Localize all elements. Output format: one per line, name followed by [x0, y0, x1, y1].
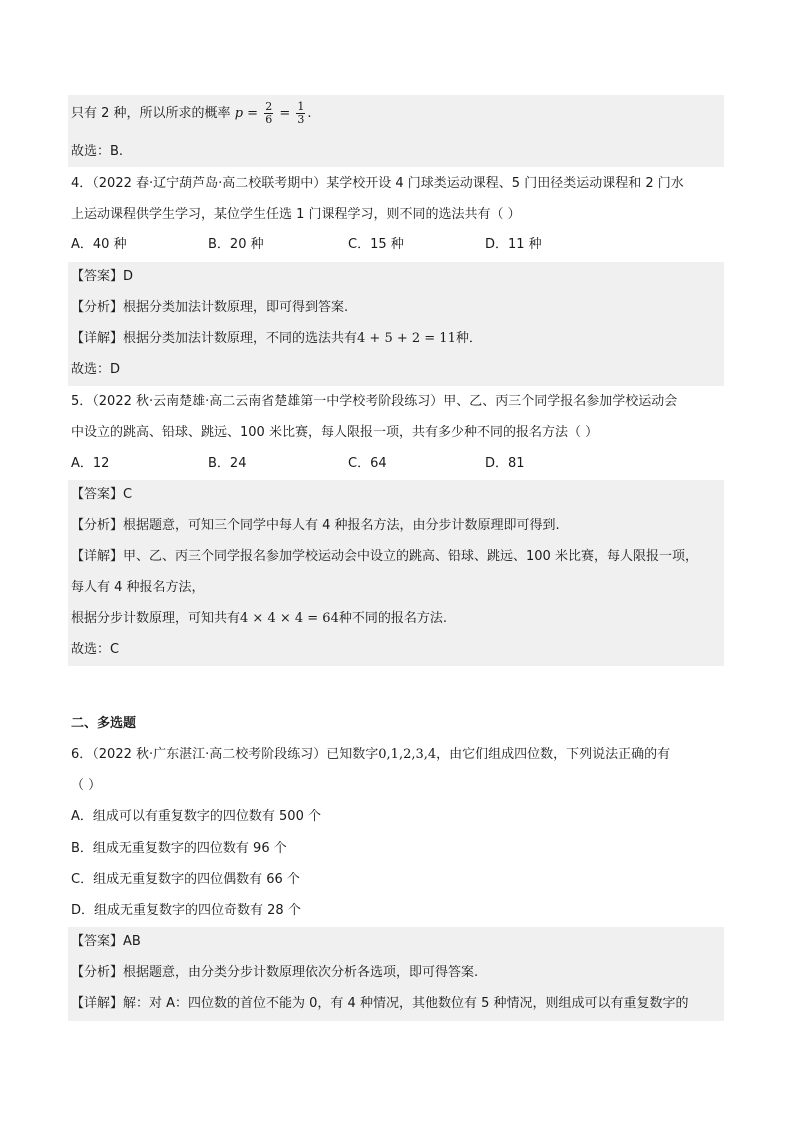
q6-option-a: A．组成可以有重复数字的四位数有 500 个: [71, 809, 321, 824]
q4-detail-text: 【详解】根据分类加法计数原理，不同的选法共有: [71, 331, 358, 346]
q6-option-c: C．组成无重复数字的四位偶数有 66 个: [71, 872, 300, 887]
q4-answer: 【答案】D: [71, 269, 134, 284]
q5-stem-line2: 中设立的跳高、铅球、跳远、100 米比赛，每人限报一项，共有多少种不同的报名方法（ ）: [71, 425, 599, 440]
q5-option-a: A．12: [71, 456, 110, 471]
shade-block-q4: [68, 262, 724, 386]
q6-detail: 【详解】解：对 A：四位数的首位不能为 0，有 4 种情况，其他数位有 5 种情况，则组成可以有重复数字的: [71, 996, 689, 1011]
q4-option-c: C．15 种: [348, 237, 404, 252]
fraction-denominator: 3: [297, 113, 305, 126]
probability-line: [71, 101, 312, 126]
q6-stem-line1: [71, 746, 670, 764]
q5-detail-line3: [71, 610, 447, 628]
fraction-numerator: 2: [265, 100, 273, 113]
q4-option-d: D．11 种: [485, 237, 542, 252]
q6-stem-line2: （ ）: [71, 778, 102, 793]
q4-stem-line2: 上运动课程供学生学习，某位学生任选 1 门课程学习，则不同的选法共有（ ）: [71, 207, 521, 222]
probability-text: 只有 2 种，所以所求的概率: [71, 106, 231, 121]
p-variable: p: [234, 106, 244, 121]
q5-detail-formula: 4 × 4 × 4 = 64: [240, 611, 339, 626]
fraction-2-6: [264, 101, 273, 126]
q5-answer: 【答案】C: [71, 487, 133, 502]
q5-option-b: B．24: [208, 456, 247, 471]
equals-sign-2: =: [279, 106, 291, 121]
q6-digits: 0,1,2,3,4: [378, 747, 437, 762]
q6-analysis: 【分析】根据题意，由分类分步计数原理依次分析各选项，即可得答案.: [71, 965, 479, 980]
q4-choose: 故选：D: [71, 362, 121, 377]
q5-option-d: D．81: [485, 456, 525, 471]
q4-detail-formula: 4 + 5 + 2 = 11: [357, 331, 456, 346]
q6-stem-suffix: ，由它们组成四位数，下列说法正确的有: [436, 747, 671, 762]
q4-analysis: 【分析】根据分类加法计数原理，即可得到答案.: [71, 300, 349, 315]
q5-stem-line1: 5．（2022 秋·云南楚雄·高二云南省楚雄第一中学校考阶段练习）甲、乙、丙三个同学报名参加学校运动会: [71, 394, 678, 409]
period: .: [307, 106, 312, 121]
q4-option-b: B．20 种: [208, 237, 264, 252]
fraction-1-3: [296, 101, 305, 126]
q5-option-c: C．64: [348, 456, 387, 471]
fraction-numerator: 1: [297, 100, 305, 113]
fraction-denominator: 6: [265, 113, 273, 126]
q6-option-b: B．组成无重复数字的四位数有 96 个: [71, 841, 287, 856]
q6-option-d: D．组成无重复数字的四位奇数有 28 个: [71, 903, 301, 918]
q5-choose: 故选：C: [71, 642, 120, 657]
q4-stem-line1: 4．（2022 春·辽宁葫芦岛·高二校联考期中）某学校开设 4 门球类运动课程、5 门田径类运动课程和 2 门水: [71, 176, 684, 191]
equals-sign-1: =: [247, 106, 259, 121]
q6-answer: 【答案】AB: [71, 934, 141, 949]
choose-line-top: 故选：B.: [71, 144, 124, 159]
q4-option-a: A．40 种: [71, 237, 127, 252]
section-title: 二、多选题: [71, 716, 137, 731]
shade-block-q5: [68, 480, 724, 666]
q4-detail-suffix: 种．: [455, 331, 482, 346]
q5-detail-text: 根据分步计数原理，可知共有: [71, 611, 241, 626]
q5-detail-line2: 每人有 4 种报名方法，: [71, 580, 205, 595]
q5-detail-suffix: 种不同的报名方法.: [338, 611, 447, 626]
q6-stem-text: 6．（2022 秋·广东湛江·高二校考阶段练习）已知数字: [71, 747, 379, 762]
q5-detail-line1: 【详解】甲、乙、丙三个同学报名参加学校运动会中设立的跳高、铅球、跳远、100 米比赛，每人限报一项，: [71, 549, 698, 564]
q5-analysis: 【分析】根据题意，可知三个同学中每人有 4 种报名方法，由分步计数原理即可得到.: [71, 518, 560, 533]
q4-detail: [71, 330, 482, 348]
